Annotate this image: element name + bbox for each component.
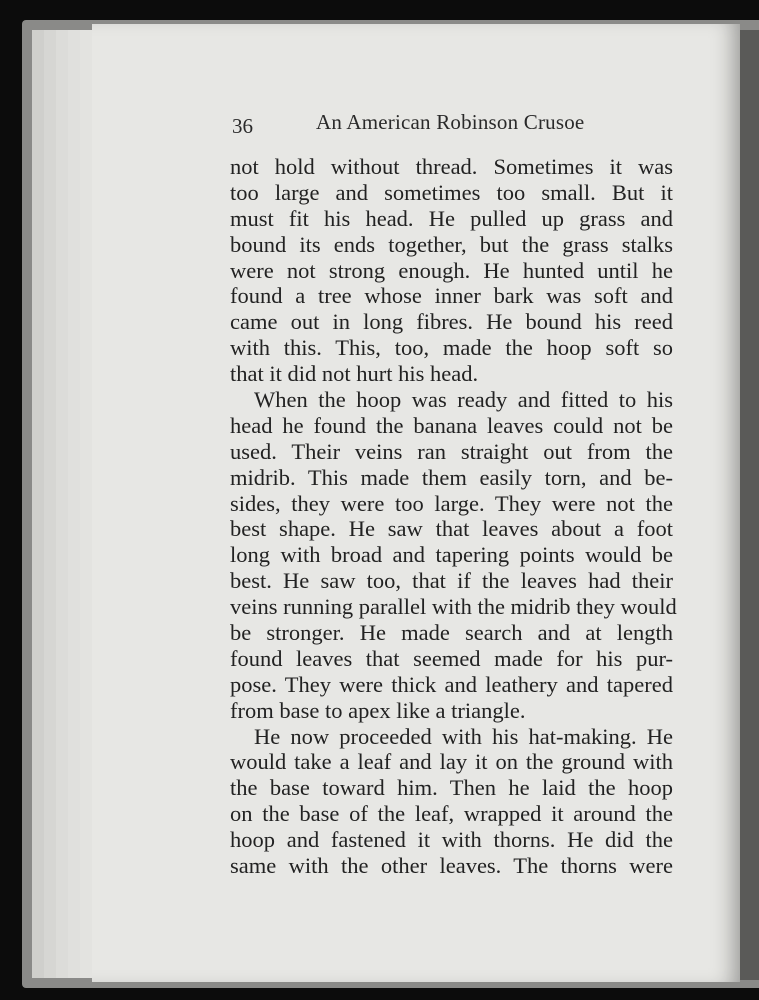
text-line: best. He saw too, that if the leaves had their — [230, 568, 673, 594]
text-line: found leaves that seemed made for his pur- — [230, 645, 673, 671]
text-line: veins running parallel with the midrib they would — [230, 594, 677, 620]
text-line: must fit his head. He pulled up grass and — [230, 205, 673, 231]
text-line: the base toward him. Then he laid the hoop — [230, 775, 673, 801]
text-line: When the hoop was ready and fitted to his — [254, 387, 673, 413]
text-line: with this. This, too, made the hoop soft so — [230, 335, 673, 361]
text-line: bound its ends together, but the grass stalks — [230, 231, 673, 257]
text-line: from base to apex like a triangle. — [230, 697, 526, 723]
book-spine-shadow — [740, 30, 759, 980]
text-line: would take a leaf and lay it on the ground with — [230, 749, 673, 775]
text-line: came out in long fibres. He bound his reed — [230, 309, 673, 335]
text-line: same with the other leaves. The thorns were — [230, 853, 673, 879]
text-line: were not strong enough. He hunted until he — [230, 257, 673, 283]
text-line: He now proceeded with his hat-making. He — [254, 723, 673, 749]
text-line: too large and sometimes too small. But it — [230, 179, 673, 205]
text-line: used. Their veins ran straight out from the — [230, 438, 673, 464]
text-line: hoop and fastened it with thorns. He did the — [230, 827, 673, 853]
text-line: not hold without thread. Sometimes it was — [230, 154, 673, 179]
text-line: head he found the banana leaves could not be — [230, 412, 673, 438]
page-header — [232, 110, 672, 142]
text-line: pose. They were thick and leathery and tapered — [230, 671, 673, 697]
text-line: long with broad and tapering points would be — [230, 542, 673, 568]
page-number: 36 — [232, 114, 253, 138]
text-line: be stronger. He made search and at length — [230, 620, 673, 646]
text-line: sides, they were too large. They were not the — [230, 490, 673, 516]
text-line: best shape. He saw that leaves about a foot — [230, 516, 673, 542]
text-line: found a tree whose inner bark was soft and — [230, 283, 673, 309]
text-line: that it did not hurt his head. — [230, 361, 479, 387]
text-line: midrib. This made them easily torn, and be- — [230, 464, 673, 490]
text-line: on the base of the leaf, wrapped it around the — [230, 801, 673, 827]
body-text — [230, 154, 677, 879]
running-title: An American Robinson Crusoe — [316, 110, 585, 134]
